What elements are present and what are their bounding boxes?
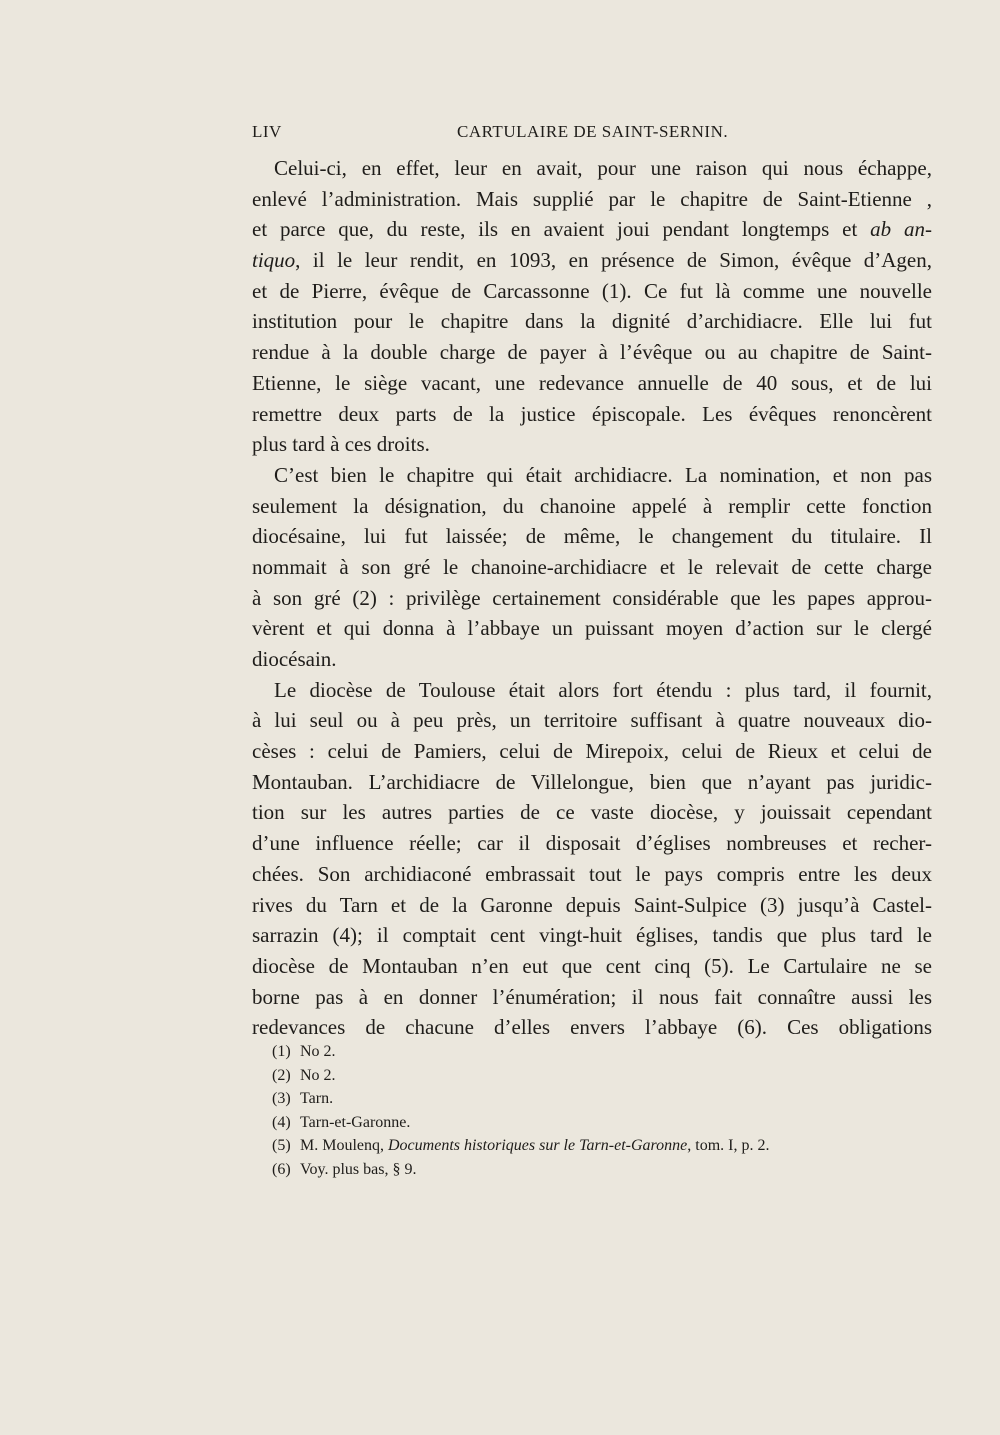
text-line: diocésaine, lui fut laissée; de même, le changement du titulaire. Il bbox=[252, 524, 932, 549]
text-line: à lui seul ou à peu près, un territoire suffisant à quatre nouveaux dio- bbox=[252, 708, 932, 733]
text-line: chées. Son archidiaconé embrassait tout le pays compris entre les deux bbox=[252, 861, 932, 886]
italic-latin: tiquo bbox=[252, 248, 296, 273]
footnotes bbox=[272, 1040, 932, 1181]
text-line: plus tard à ces droits. bbox=[252, 432, 430, 457]
text-line: vèrent et qui donna à l’abbaye un puissant moyen d’action sur le clergé bbox=[252, 616, 932, 641]
footnote-text: Voy. plus bas, § 9. bbox=[300, 1160, 417, 1178]
footnote-text: No 2. bbox=[300, 1066, 336, 1084]
text-line: diocésain. bbox=[252, 647, 337, 671]
footnote-number: (2) bbox=[272, 1066, 291, 1084]
footnote-italic-title: Documents historiques sur le Tarn-et-Garonne bbox=[388, 1137, 688, 1154]
text-line: d’une influence réelle; car il disposait d’églises nombreuses et recher- bbox=[252, 831, 932, 856]
text-line: borne pas à en donner l’énumération; il nous fait connaître aussi les bbox=[252, 984, 932, 1009]
text-line: à son gré (2) : privilège certainement considérable que les papes approu- bbox=[252, 585, 932, 610]
text-line: Le diocèse de Toulouse était alors fort étendu : plus tard, il fournit, bbox=[274, 677, 932, 702]
text-line: seulement la désignation, du chanoine appelé à remplir cette fonction bbox=[252, 493, 932, 518]
footnote bbox=[272, 1158, 932, 1182]
footnote-number: (1) bbox=[272, 1043, 291, 1060]
footnote-text-tail: , tom. I, p. 2. bbox=[687, 1137, 770, 1154]
footnote-text: No 2. bbox=[300, 1043, 336, 1060]
page-header bbox=[252, 122, 932, 146]
body-text bbox=[252, 153, 932, 1043]
text-line: Celui-ci, en effet, leur en avait, pour une raison qui nous échappe, bbox=[274, 156, 932, 180]
text-line: rendue à la double charge de payer à l’évêque ou au chapitre de Saint- bbox=[252, 340, 932, 365]
text-line: diocèse de Montauban n’en eut que cent cinq (5). Le Cartulaire ne se bbox=[252, 953, 932, 978]
footnote bbox=[272, 1087, 932, 1111]
text-line: et de Pierre, évêque de Carcassonne (1). Ce fut là comme une nouvelle bbox=[252, 278, 932, 303]
text-line: Montauban. L’archidiacre de Villelongue, bien que n’ayant pas juridic- bbox=[252, 769, 932, 794]
footnote bbox=[272, 1064, 932, 1088]
text-line: rives du Tarn et de la Garonne depuis Saint-Sulpice (3) jusqu’à Castel- bbox=[252, 892, 932, 917]
text-line: C’est bien le chapitre qui était archidiacre. La nomination, et non pas bbox=[274, 462, 932, 487]
footnote-text: Tarn-et-Garonne. bbox=[300, 1113, 411, 1131]
footnote-number: (5) bbox=[272, 1137, 291, 1154]
footnote-number: (6) bbox=[272, 1160, 291, 1178]
text-line: institution pour le chapitre dans la dignité d’archidiacre. Elle lui fut bbox=[252, 309, 932, 334]
text-line: remettre deux parts de la justice épiscopale. Les évêques renoncèrent bbox=[252, 401, 932, 426]
footnote-text: Tarn. bbox=[300, 1090, 334, 1107]
text-line: tiquo, il le leur rendit, en 1093, en présence de Simon, évêque d’Agen, bbox=[252, 248, 932, 273]
page-number: LIV bbox=[252, 122, 282, 141]
footnote-text: M. Moulenq, bbox=[300, 1137, 388, 1154]
italic-latin: ab an- bbox=[870, 217, 932, 242]
text-line: enlevé l’administration. Mais supplié par le chapitre de Saint-Etienne , bbox=[252, 186, 932, 211]
text-line: et parce que, du reste, ils en avaient joui pendant longtemps et ab an- bbox=[252, 217, 932, 242]
footnote bbox=[272, 1134, 932, 1158]
text-line: sarrazin (4); il comptait cent vingt-huit églises, tandis que plus tard le bbox=[252, 923, 932, 948]
text-line: nommait à son gré le chanoine-archidiacre et le relevait de cette charge bbox=[252, 554, 932, 579]
text-line: cèses : celui de Pamiers, celui de Mirepoix, celui de Rieux et celui de bbox=[252, 739, 932, 764]
text-line: Etienne, le siège vacant, une redevance annuelle de 40 sous, et de lui bbox=[252, 370, 932, 395]
footnote-number: (4) bbox=[272, 1113, 291, 1131]
running-title: CARTULAIRE DE SAINT-SERNIN. bbox=[457, 122, 729, 141]
footnote bbox=[272, 1040, 932, 1064]
footnote-number: (3) bbox=[272, 1090, 291, 1107]
text-line: tion sur les autres parties de ce vaste diocèse, y jouissait cependant bbox=[252, 800, 932, 825]
footnote bbox=[272, 1111, 932, 1135]
text-line: redevances de chacune d’elles envers l’abbaye (6). Ces obligations bbox=[252, 1015, 932, 1040]
